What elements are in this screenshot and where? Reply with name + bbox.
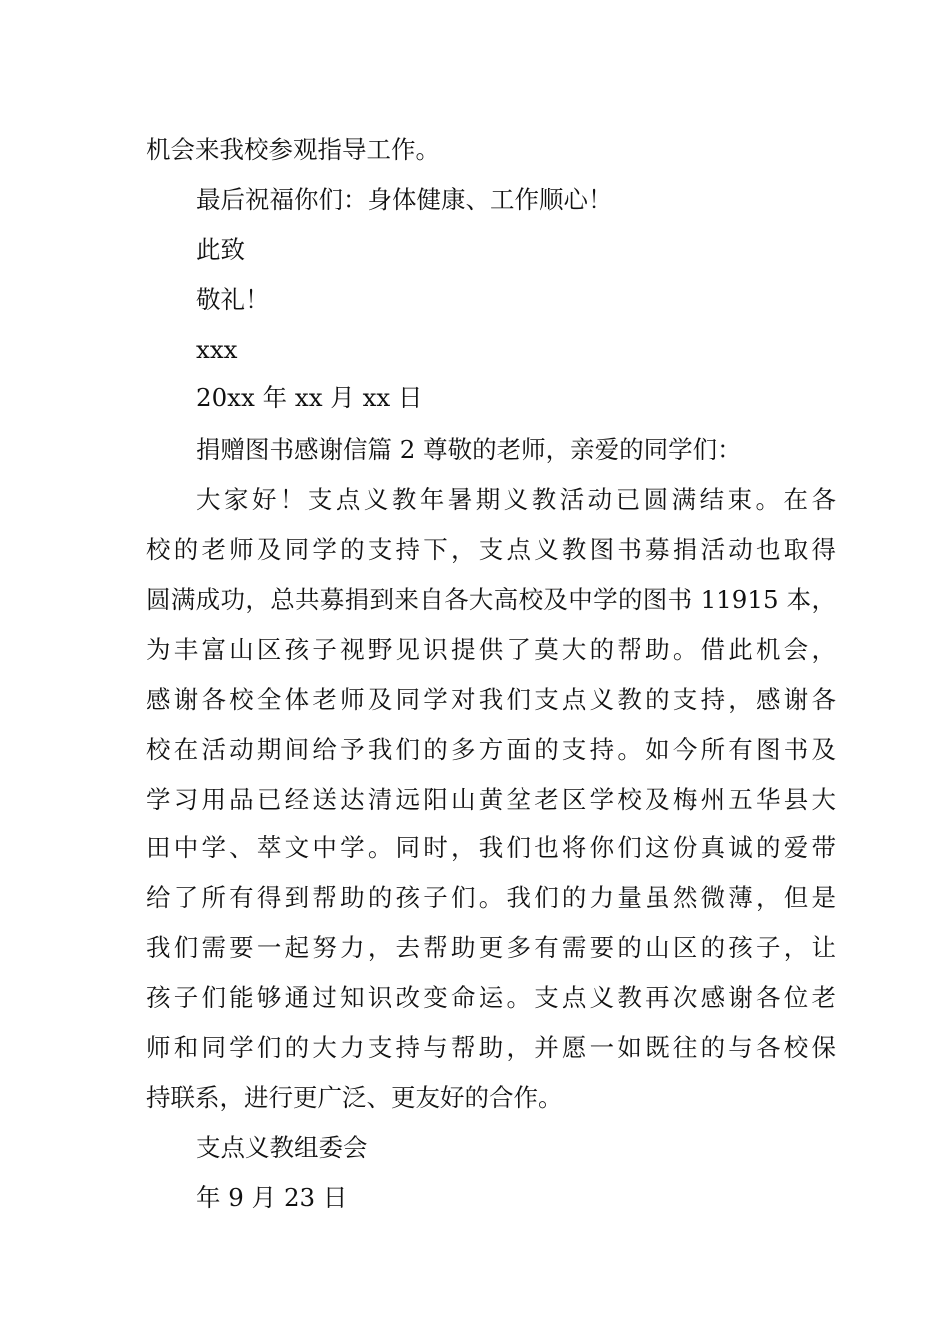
paragraph-line: 学习用品已经送达清远阳山黄坌老区学校及梅州五华县大	[146, 785, 836, 814]
paragraph-line: 校在活动期间给予我们的多方面的支持。如今所有图书及	[146, 735, 836, 764]
paragraph-line: 感谢各校全体老师及同学对我们支点义教的支持，感谢各	[146, 685, 836, 714]
paragraph-line: 孩子们能够通过知识改变命运。支点义教再次感谢各位老	[146, 983, 836, 1012]
letter-line: 机会来我校参观指导工作。	[146, 135, 440, 164]
paragraph-line: 给了所有得到帮助的孩子们。我们的力量虽然微薄，但是	[146, 883, 836, 912]
closing-line: 此致	[196, 235, 245, 264]
paragraph-line: 田中学、萃文中学。同时，我们也将你们这份真诚的爱带	[146, 833, 836, 862]
paragraph-line: 圆满成功，总共募捐到来自各大高校及中学的图书 11915 本，	[146, 585, 836, 614]
paragraph-line: 持联系，进行更广泛、更友好的合作。	[146, 1083, 563, 1112]
letter-line: 最后祝福你们：身体健康、工作顺心！	[196, 185, 613, 214]
paragraph-line: 大家好！支点义教年暑期义教活动已圆满结束。在各	[196, 485, 836, 514]
paragraph-line: 为丰富山区孩子视野见识提供了莫大的帮助。借此机会，	[146, 635, 836, 664]
organizer-signature: 支点义教组委会	[196, 1133, 368, 1162]
paragraph-line: 我们需要一起努力，去帮助更多有需要的山区的孩子，让	[146, 933, 836, 962]
paragraph-line: 校的老师及同学的支持下，支点义教图书募捐活动也取得	[146, 535, 836, 564]
date-line: 年 9 月 23 日	[196, 1183, 348, 1212]
date-line: 20xx 年 xx 月 xx 日	[196, 383, 423, 412]
paragraph-line: 师和同学们的大力支持与帮助，并愿一如既往的与各校保	[146, 1033, 836, 1062]
heading-line: 捐赠图书感谢信篇 2 尊敬的老师，亲爱的同学们：	[196, 435, 742, 464]
closing-line: 敬礼！	[196, 285, 270, 314]
signature-line: xxx	[196, 335, 238, 364]
